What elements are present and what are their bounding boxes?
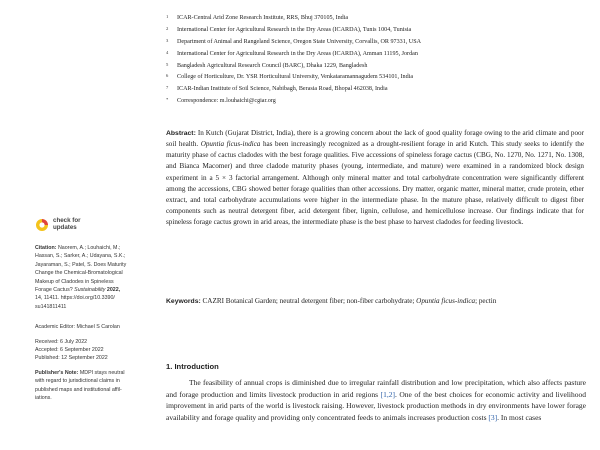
affiliation-mark: 7 xyxy=(166,85,169,91)
keywords-text-end: ; pectin xyxy=(475,297,497,305)
citation-line: Change the Chemical-Bromatological xyxy=(35,270,123,277)
citation-line xyxy=(35,244,158,252)
check-for-updates-icon xyxy=(35,218,49,232)
publisher-note-line xyxy=(35,369,158,377)
affiliation-mark: 1 xyxy=(166,14,169,19)
section-heading-introduction: 1. Introduction xyxy=(166,362,219,371)
citation-line: Jayaraman, S.; Patel, S. Does Maturity xyxy=(35,261,127,268)
citation-doi-end[interactable]: su141811411 xyxy=(35,303,67,310)
journal-name: Sustainability xyxy=(74,287,106,294)
check-for-updates-text xyxy=(53,218,81,232)
affiliation-item xyxy=(166,37,586,49)
check-for-updates-line2: updates xyxy=(53,224,77,231)
citation-text: Forage Cactus? xyxy=(35,287,73,294)
affiliation-text: College of Horticulture, Dr. YSR Horticultural University, Venkataramannagudem 534101, India xyxy=(177,74,414,81)
check-for-updates-line1: check for xyxy=(53,217,81,225)
citation-line: Makeup of Cladodes in Spineless xyxy=(35,278,114,285)
affiliation-item xyxy=(166,72,586,84)
publisher-note-label: Publisher's Note: xyxy=(35,369,79,376)
species-name: Opuntia ficus-indica xyxy=(200,140,261,149)
affiliation-item xyxy=(166,61,586,73)
publisher-note-line: with regard to jurisdictional claims in xyxy=(35,378,120,385)
academic-editor xyxy=(35,323,158,331)
abstract-text-start: In Kutch (Gujarat District, India), there is a growing concern about the lack of good quality forage owing to the arid climate and poor soil health. xyxy=(166,129,584,149)
publisher-note-text: MDPI stays neutral xyxy=(79,369,125,376)
correspondence-item xyxy=(166,96,586,108)
intro-text: The feasibility of annual crops is diminished due to irregular rainfall distribution and low precipitation, which also affects pasture and forage production and limits livestock production in arid regions xyxy=(166,378,586,399)
published-date: Published: 12 September 2022 xyxy=(35,355,108,362)
citation-link[interactable]: [1,2] xyxy=(380,389,395,399)
publisher-note-line: published maps and institutional affil- xyxy=(35,386,122,393)
publisher-note-line: iations. xyxy=(35,395,52,402)
citation-line: Hassan, S.; Sarker, A.; Udayana, S.K.; xyxy=(35,253,126,260)
article-sidebar xyxy=(35,215,158,403)
affiliation-text: ICAR-Indian Institute of Soil Science, Nabibagh, Berasia Road, Bhopal 462038, India xyxy=(177,86,388,93)
journal-year: 2022, xyxy=(106,287,121,294)
citation-doi[interactable]: 14, 11411. https://doi.org/10.3390/ xyxy=(35,295,115,302)
affiliation-item xyxy=(166,13,586,25)
affiliation-mark: * xyxy=(166,97,169,103)
intro-text: . One of the best choices for economic activity and livelihood improvement in arid parts of the world is livestock raising. However, livestock production methods in dry environments have lower forage availability and forage quality and providing only concentrated feeds to animals increases production costs xyxy=(166,389,586,423)
citation-block xyxy=(35,244,158,311)
citation-link[interactable]: [3] xyxy=(488,413,498,423)
affiliation-text: Department of Animal and Rangeland Science, Oregon State University, Corvallis, OR 97331, USA xyxy=(177,38,421,45)
affiliation-text: International Center for Agricultural Research in the Dry Areas (ICARDA), Amman 11195, Jordan xyxy=(177,50,418,57)
intro-text: . In most cases xyxy=(497,413,542,423)
received-date: Received: 6 July 2022 xyxy=(35,338,88,345)
keywords xyxy=(166,296,584,307)
keywords-paragraph xyxy=(166,296,584,307)
keywords-text: CAZRI Botanical Garden; neutral detergent fiber; non-fiber carbohydrate; xyxy=(202,297,415,305)
editor-label: Academic Editor: xyxy=(35,324,76,331)
affiliation-mark: 2 xyxy=(166,25,169,31)
introduction-body xyxy=(166,377,586,424)
affiliation-mark: 5 xyxy=(166,61,169,67)
introduction-paragraph xyxy=(166,377,586,424)
affiliation-item xyxy=(166,25,586,37)
abstract-paragraph xyxy=(166,128,584,228)
affiliation-text: ICAR-Central Arid Zone Research Institute, RRS, Bhuj 370105, India xyxy=(177,15,349,21)
editor-name: Michael S Carolan xyxy=(76,324,120,331)
abstract xyxy=(166,128,584,228)
abstract-text-rest: has been increasingly recognized as a drought-resilient forage in arid Kutch. This study seeks to identify the maturity phase of cactus cladodes with the best forage qualities. Five accessions of spineless forage cactus (CBG, No. 1270, No. 1271, No. 1308, and Bianca Macomer) and three cladode maturity phases (young, intermediate, and mature) were examined in a randomized block design experiment in a 5 × 3 factorial arrangement. Although only mineral matter and total carbohydrate concentration were significantly different among the accessions, CBG showed better forage qualities than other accessions. Dry matter, organic matter, mineral matter, crude protein, ether extract, and total carbohydrate accumulations were higher in the intermediate phase. In the mature phase, relatively difficult to digest fiber components such as neutral detergent fiber, acid detergent fiber, lignin, cellulose, and hemicellulose increase. Our findings indicate that for spineless forage cactus grown in arid areas, the intermediate phase is the best phase to harvest cladodes for feeding livestock. xyxy=(166,140,584,227)
affiliations-list xyxy=(166,13,586,108)
citation-line xyxy=(35,286,158,294)
accepted-date: Accepted: 6 September 2022 xyxy=(35,347,104,354)
affiliation-mark: 6 xyxy=(166,73,169,79)
keywords-label: Keywords: xyxy=(166,298,201,305)
citation-text: Naorem, A.; Louhaichi, M.; xyxy=(57,245,121,251)
affiliation-mark: 4 xyxy=(166,49,169,55)
affiliation-text: Bangladesh Agricultural Research Council (BARC), Dhaka 1229, Bangladesh xyxy=(177,62,368,69)
affiliation-item xyxy=(166,49,586,61)
affiliation-mark: 3 xyxy=(166,37,169,43)
correspondence-email[interactable]: Correspondence: m.louhaichi@cgiar.org xyxy=(177,98,276,105)
check-for-updates-badge[interactable] xyxy=(35,215,158,235)
affiliation-item xyxy=(166,84,586,96)
citation-label: Citation: xyxy=(35,245,57,251)
abstract-label: Abstract: xyxy=(166,130,196,137)
keyword-species: Opuntia ficus-indica xyxy=(416,297,476,305)
affiliation-text: International Center for Agricultural Research in the Dry Areas (ICARDA), Tunis 1004, Tunisia xyxy=(177,26,412,33)
